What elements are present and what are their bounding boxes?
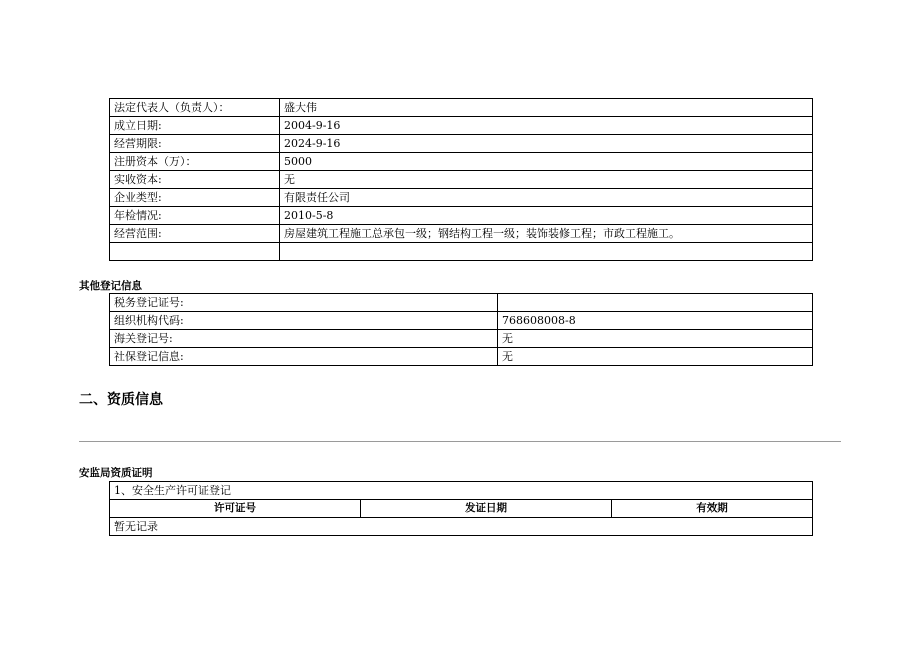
social-security-value: 无 xyxy=(498,348,813,366)
business-scope-label: 经营范围: xyxy=(110,225,280,243)
table-row xyxy=(110,243,813,261)
business-term-label: 经营期限: xyxy=(110,135,280,153)
safety-cert-table xyxy=(109,481,813,536)
org-code-value: 768608008-8 xyxy=(498,312,813,330)
company-type-value: 有限责任公司 xyxy=(280,189,813,207)
annual-inspection-label: 年检情况: xyxy=(110,207,280,225)
table-row xyxy=(110,135,813,153)
table-row xyxy=(110,207,813,225)
tax-reg-value xyxy=(498,294,813,312)
safety-cert-subtitle: 1、安全生产许可证登记 xyxy=(110,482,813,500)
table-header-row xyxy=(110,500,813,518)
column-header-validity: 有效期 xyxy=(612,500,813,518)
other-info-title: 其他登记信息 xyxy=(79,280,142,292)
paid-capital-label: 实收资本: xyxy=(110,171,280,189)
table-row xyxy=(110,518,813,536)
annual-inspection-value: 2010-5-8 xyxy=(280,207,813,225)
empty-record-text: 暂无记录 xyxy=(110,518,813,536)
table-row xyxy=(110,99,813,117)
customs-reg-label: 海关登记号: xyxy=(110,330,498,348)
other-info-table xyxy=(109,293,813,366)
table-row xyxy=(110,330,813,348)
table-row xyxy=(110,348,813,366)
empty-label-cell xyxy=(110,243,280,261)
registration-table xyxy=(109,98,813,261)
table-row xyxy=(110,153,813,171)
column-header-license-no: 许可证号 xyxy=(110,500,361,518)
business-scope-value: 房屋建筑工程施工总承包一级；钢结构工程一级；装饰装修工程；市政工程施工。 xyxy=(280,225,813,243)
founded-date-value: 2004-9-16 xyxy=(280,117,813,135)
column-header-issue-date: 发证日期 xyxy=(361,500,612,518)
company-type-label: 企业类型: xyxy=(110,189,280,207)
empty-value-cell xyxy=(280,243,813,261)
registered-capital-label: 注册资本（万）： xyxy=(110,153,280,171)
social-security-label: 社保登记信息: xyxy=(110,348,498,366)
registered-capital-value: 5000 xyxy=(280,153,813,171)
business-term-value: 2024-9-16 xyxy=(280,135,813,153)
table-row xyxy=(110,117,813,135)
founded-date-label: 成立日期: xyxy=(110,117,280,135)
table-row xyxy=(110,189,813,207)
customs-reg-value: 无 xyxy=(498,330,813,348)
section-divider xyxy=(79,441,841,442)
table-row xyxy=(110,482,813,500)
safety-cert-title: 安监局资质证明 xyxy=(79,467,153,479)
org-code-label: 组织机构代码: xyxy=(110,312,498,330)
section-title-qualifications: 二、资质信息 xyxy=(79,392,163,408)
legal-rep-label: 法定代表人（负责人）： xyxy=(110,99,280,117)
table-row xyxy=(110,225,813,243)
tax-reg-label: 税务登记证号: xyxy=(110,294,498,312)
legal-rep-value: 盛大伟 xyxy=(280,99,813,117)
table-row xyxy=(110,312,813,330)
paid-capital-value: 无 xyxy=(280,171,813,189)
table-row xyxy=(110,171,813,189)
table-row xyxy=(110,294,813,312)
